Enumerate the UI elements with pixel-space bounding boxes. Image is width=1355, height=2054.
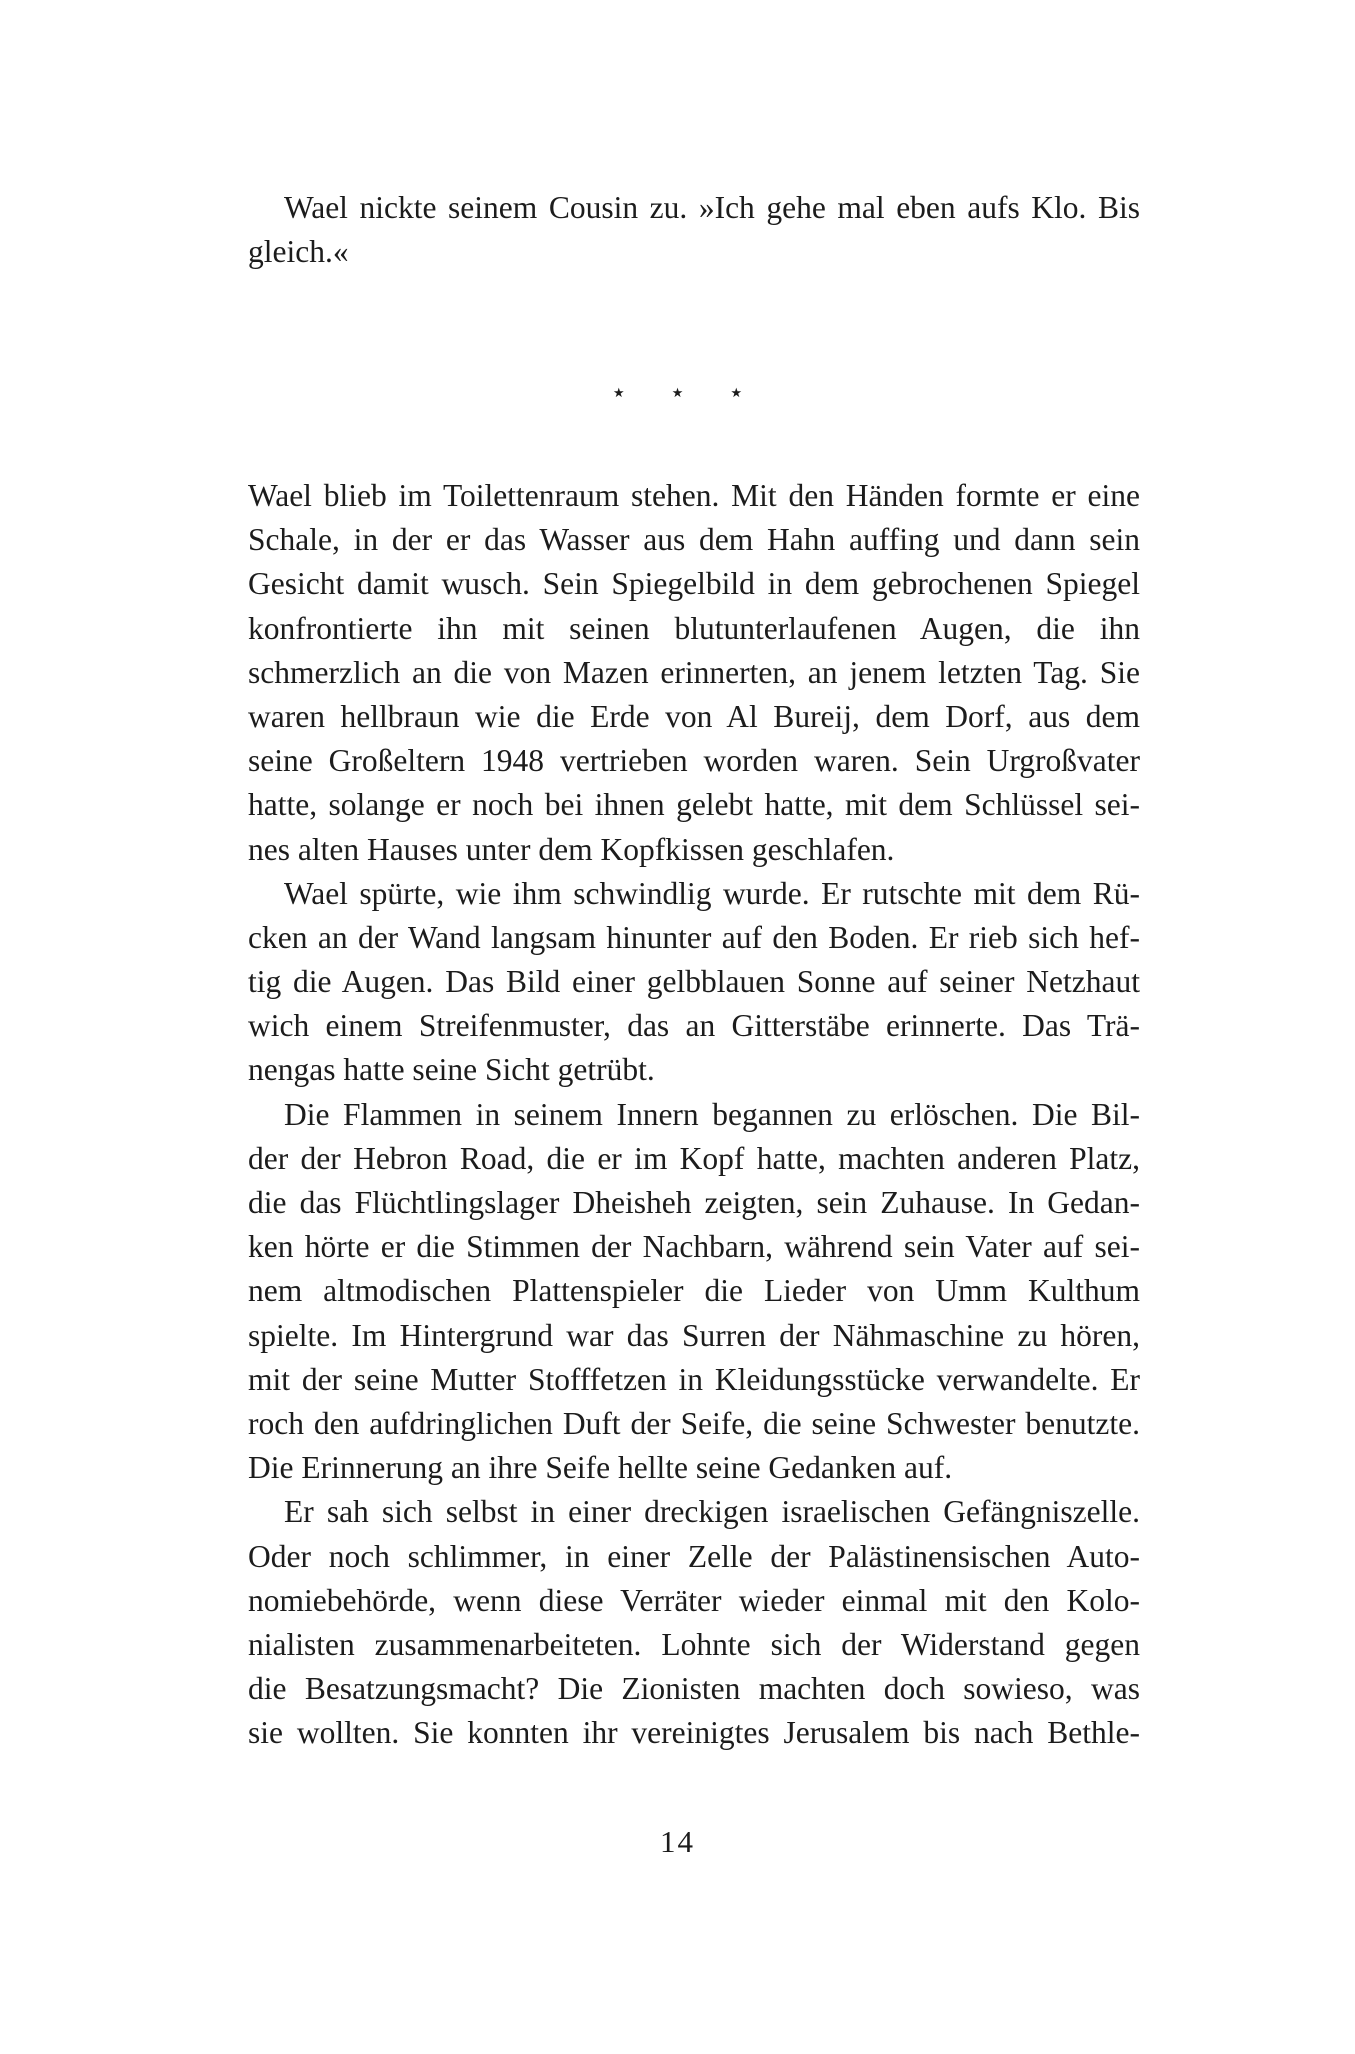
section-separator: ⋆ ⋆ ⋆: [610, 378, 763, 407]
text-line: nengas hatte seine Sicht getrübt.: [248, 1052, 655, 1088]
text-line: nomiebehörde, wenn diese Verräter wieder einmal mit den Kolo-: [248, 1582, 1140, 1618]
paragraph-1: [248, 474, 1140, 872]
text-line: Die Flammen in seinem Innern begannen zu erlöschen. Die Bil-: [284, 1096, 1140, 1132]
text-line: die das Flüchtlingslager Dheisheh zeigten, sein Zuhause. In Gedan-: [248, 1185, 1140, 1220]
paragraph-3: [248, 1093, 1140, 1491]
text-line: sie wollten. Sie konnten ihr vereinigtes Jerusalem bis nach Bethle-: [248, 1715, 1140, 1751]
paragraph-2: [248, 872, 1140, 1093]
text-line: der der Hebron Road, die er im Kopf hatte, machten anderen Platz,: [248, 1140, 1140, 1176]
text-line: spielte. Im Hintergrund war das Surren der Nähmaschine zu hören,: [248, 1317, 1140, 1353]
section-2: [248, 474, 1140, 1755]
text-line: mit der seine Mutter Stofffetzen in Kleidungsstücke verwandelte. Er: [248, 1361, 1140, 1397]
text-line: waren hellbraun wie die Erde von Al Bureij, dem Dorf, aus dem: [248, 698, 1140, 734]
paragraph-4: [248, 1490, 1140, 1755]
page-number: 14: [660, 1824, 695, 1859]
text-line: Er sah sich selbst in einer dreckigen israelischen Gefängniszelle.: [284, 1494, 1140, 1530]
text-line: seine Großeltern 1948 vertrieben worden waren. Sein Urgroßvater: [248, 743, 1140, 779]
section-1: [248, 186, 1140, 274]
text-line: Gesicht damit wusch. Sein Spiegelbild in dem gebrochenen Spiegel: [248, 566, 1140, 602]
text-line: hatte, solange er noch bei ihnen gelebt hatte, mit dem Schlüssel sei-: [248, 787, 1140, 823]
text-line: Wael spürte, wie ihm schwindlig wurde. Er rutschte mit dem Rü-: [284, 875, 1140, 911]
text-line: nialisten zusammenarbeiteten. Lohnte sich der Widerstand gegen: [248, 1626, 1140, 1662]
text-line: Oder noch schlimmer, in einer Zelle der Palästinensischen Auto-: [248, 1538, 1140, 1574]
text-line: Wael blieb im Toilettenraum stehen. Mit den Händen formte er eine: [248, 478, 1140, 513]
text-line: cken an der Wand langsam hinunter auf den Boden. Er rieb sich hef-: [248, 919, 1140, 955]
text-line: nes alten Hauses unter dem Kopfkissen geschlafen.: [248, 831, 895, 867]
text-line: roch den aufdringlichen Duft der Seife, die seine Schwester benutzte.: [248, 1405, 1140, 1441]
text-line: nem altmodischen Plattenspieler die Lieder von Umm Kulthum: [248, 1273, 1140, 1309]
text-line: die Besatzungsmacht? Die Zionisten machten doch sowieso, was: [248, 1671, 1140, 1707]
text-line: tig die Augen. Das Bild einer gelbblauen Sonne auf seiner Netzhaut: [248, 964, 1140, 1000]
text-line: Schale, in der er das Wasser aus dem Hahn auffing und dann sein: [248, 522, 1140, 558]
text-line: wich einem Streifenmuster, das an Gitterstäbe erinnerte. Das Trä-: [248, 1008, 1140, 1044]
text-line: schmerzlich an die von Mazen erinnerten, an jenem letzten Tag. Sie: [248, 654, 1140, 690]
text-line: ken hörte er die Stimmen der Nachbarn, während sein Vater auf sei-: [248, 1229, 1140, 1265]
text-line: Die Erinnerung an ihre Seife hellte seine Gedanken auf.: [248, 1450, 953, 1486]
text-line: gleich.«: [248, 234, 349, 270]
text-line: konfrontierte ihn mit seinen blutunterlaufenen Augen, die ihn: [248, 610, 1140, 646]
text-line: Wael nickte seinem Cousin zu. »Ich gehe mal eben aufs Klo. Bis: [284, 190, 1140, 225]
